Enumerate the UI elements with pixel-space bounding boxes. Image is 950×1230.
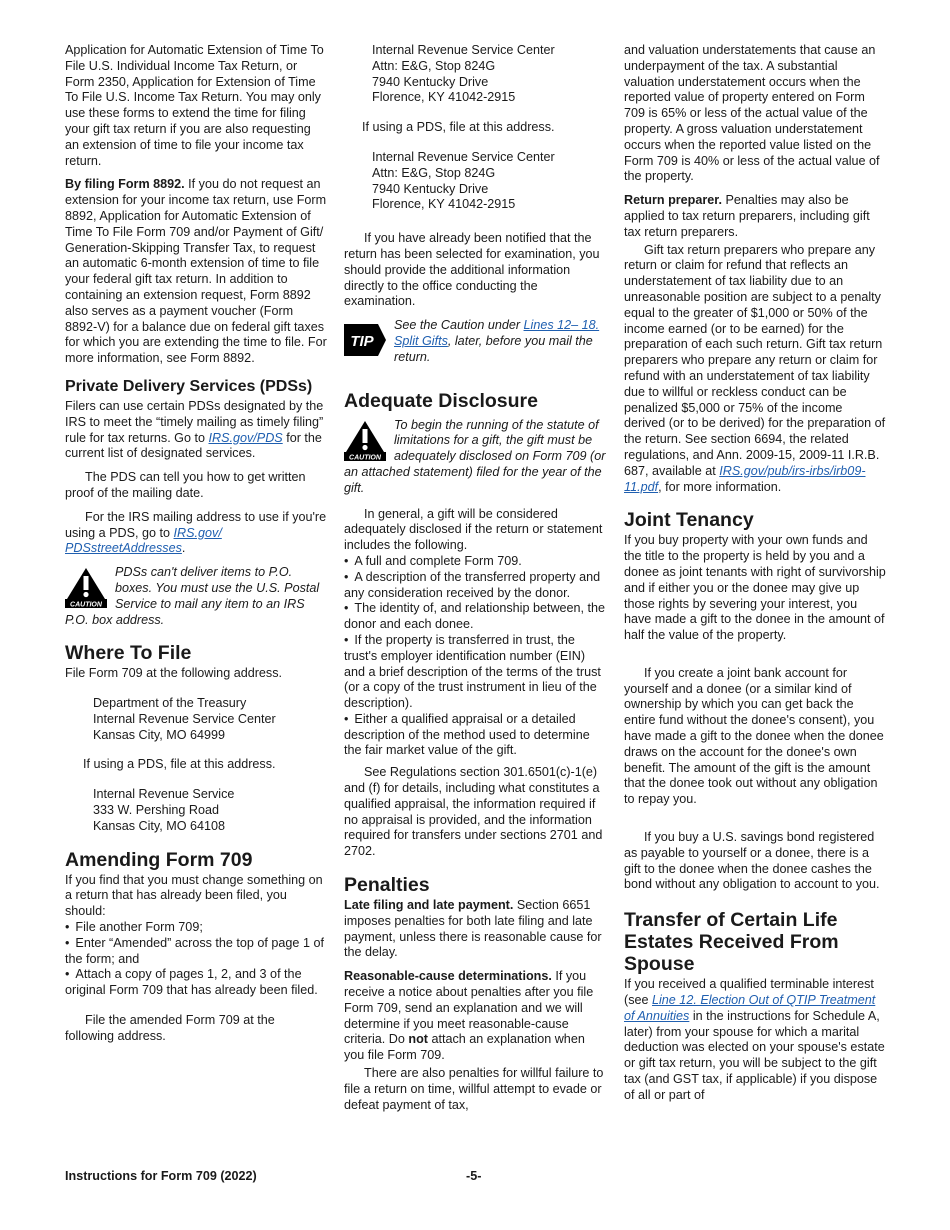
heading-amending-form-709: Amending Form 709 [65, 848, 253, 871]
address-line: 333 W. Pershing Road [93, 803, 220, 818]
pds-text-b: for the current list of designated services. [65, 430, 322, 461]
list-item: • File another Form 709; [65, 920, 203, 935]
disclosure-bullet-list [344, 554, 606, 759]
paragraph-joint-bank-account: If you create a joint bank account for yourself and a donee (or a similar kind of ownership by which you can get back the entire fund without the donee's consent), you have made a gift to the donee when the donee draws on the account for the donee's own benefit. The amount of the gift is the amount that the donee took out without any obligation to repay you. [624, 665, 884, 807]
bullet-text: A full and complete Form 709. [354, 553, 522, 568]
list-item: • A full and complete Form 709. [344, 553, 522, 568]
column-3 [624, 43, 886, 1112]
list-item: • A description of the transferred property and any consideration received by the donor. [344, 569, 601, 600]
paragraph-savings-bond: If you buy a U.S. savings bond registered as payable to yourself or a donee, there is a gift to the donee when the donee cashes the bond without any obligation to account to you. [624, 830, 880, 892]
caution-icon [344, 419, 386, 461]
form-8892-text: If you do not request an extension for your income tax return, use Form 8892, Application for Automatic Extension of Time To File Form 709 and/or Payment of Gift/ Generation-Skipping Transfer Tax, to request an automatic 6-month extension of time to file your federal gift tax return. In addition to containing an extension request, Form 8892 also serves as a payment voucher (Form 8892-V) for a balance due on federal gift taxes for which you are extending the time to file. For more information, see Form 8892. [65, 177, 327, 366]
address-line: Internal Revenue Service Center [93, 711, 276, 726]
if-using-pds-text: If using a PDS, file at this address. [83, 757, 276, 772]
lead-return-preparer: Return preparer. [624, 193, 722, 208]
address-line: Kansas City, MO 64999 [93, 727, 226, 742]
amend-bullet-list [65, 920, 327, 999]
link-lines-12-18-split-gifts[interactable]: Lines 12– 18. Split Gifts [394, 318, 600, 348]
heading-transfer-life-estates: Transfer of Certain Life Estates Received From Spouse [624, 909, 839, 976]
pds-text-a: Filers can use certain PDSs designated by the IRS to meet the “timely mailing as timely filing” rule for tax returns. Go to [65, 398, 324, 445]
address-line: Kansas City, MO 64108 [93, 818, 226, 833]
if-using-pds-text: If using a PDS, file at this address. [362, 120, 555, 135]
address-line: Florence, KY 41042-2915 [372, 90, 516, 105]
heading-private-delivery-services: Private Delivery Services (PDSs) [65, 377, 313, 395]
bullet-text: Either a qualified appraisal or a detailed description of the method used to determine the fair market value of the gift. [344, 711, 590, 758]
address-florence-center [372, 43, 606, 106]
list-item: • Either a qualified appraisal or a detailed description of the method used to determine the fair market value of the gift. [344, 711, 590, 758]
rc-text-a: If you receive a notice about penalties after you file Form 709, send an explanation and we will determine if you meet reasonable-cause criteria. Do [344, 969, 594, 1047]
paragraph-late-filing [344, 898, 606, 961]
caution-label: CAUTION [349, 454, 381, 461]
paragraph-where-to-file: File Form 709 at the following address. [65, 666, 282, 681]
tip-text-b: , later, before you mail the return. [394, 333, 593, 364]
lead-late-filing: Late filing and late payment. [344, 898, 514, 913]
rc-text-b: attach an explanation when you file Form 709. [344, 1032, 585, 1063]
pds-address-text-a: For the IRS mailing address to use if you're using a PDS, go to [65, 509, 327, 540]
heading-where-to-file: Where To File [65, 642, 192, 665]
bullet-text: Attach a copy of pages 1, 2, and 3 of the original Form 709 that has already been filed. [65, 967, 318, 998]
paragraph-extension-forms: Application for Automatic Extension of Time To File U.S. Individual Income Tax Return, or Form 2350, Application for Extension of Time To File U.S. Income Tax Return. You may only use these forms to extend the time for filing your gift tax return if you are also requesting an extension of time to file your income tax return. [65, 43, 324, 168]
caution-pds-text: PDSs can't deliver items to P.O. boxes. You must use the U.S. Postal Service to mail any item to an IRS P.O. box address. [65, 565, 320, 627]
paragraph-regulations: See Regulations section 301.6501(c)-1(e) and (f) for details, including what constitutes a qualified appraisal, the information required if no appraisal is provided, and the information required for transfers under sections 2701 and 2702. [344, 765, 603, 859]
paragraph-general-disclosure: In general, a gift will be considered adequately disclosed if the return or statement includes the following. [344, 506, 603, 553]
lead-reasonable-cause: Reasonable-cause determinations. [344, 969, 552, 984]
bullet-text: Enter “Amended” across the top of page 1 of the form; and [65, 935, 324, 966]
tip-text-a: See the Caution under [394, 318, 524, 333]
pds-address-text-b: . [181, 541, 186, 556]
address-line: Department of the Treasury [93, 696, 247, 711]
bullet-text: A description of the transferred property and any consideration received by the donor. [344, 569, 601, 600]
caution-label: CAUTION [70, 601, 102, 609]
tip-split-gifts [344, 318, 606, 365]
heading-adequate-disclosure: Adequate Disclosure [344, 389, 538, 412]
address-line: Internal Revenue Service [93, 787, 235, 802]
gift-preparers-text-a: Gift tax return preparers who prepare any return or claim for refund that reflects an understatement of tax liability due to an unreasonable position are subject to a penalty equal to the greater of $1,000 or 50% of the income earned (or to be earned) for the preparation of each such return. Gift tax return preparers who prepare any return or claim for refund with an understatement of tax liability due to willful or reckless conduct can be penalized $5,000 or 75% of the income derived (or to be derived) for the preparation of the return. See section 6694, the related regulations, and Ann. 2009-15, 2009-11 I.R.B. 687, available at [624, 242, 886, 478]
link-irs-pds[interactable]: IRS.gov/PDS [208, 430, 283, 445]
paragraph-valuation: and valuation understatements that cause an underpayment of the tax. A substantial valuation understatement occurs when the reported value of property entered on Form 709 is 65% or less of the actual value of the property. A gross valuation understatement occurs when the reported value listed on the Form 709 is 40% or less of the actual value of the property. [624, 43, 880, 184]
link-irb09-11[interactable]: IRS.gov/pub/irs-irbs/irb09-11.pdf [624, 463, 866, 494]
bullet-text: File another Form 709; [75, 920, 203, 935]
column-2 [344, 43, 606, 1121]
link-line-12-qtip[interactable]: Line 12. Election Out of QTIP Treatment of Annuities [624, 993, 876, 1023]
list-item: • Attach a copy of pages 1, 2, and 3 of the original Form 709 that has already been filed. [65, 967, 318, 998]
column-1 [65, 43, 327, 1053]
tip-icon [344, 320, 386, 360]
caution-pds-po-box [65, 565, 327, 628]
paragraph-reasonable-cause [344, 969, 606, 1064]
transfer-text-a: If you received a qualified terminable interest (see [624, 977, 874, 1008]
address-line: Attn: E&G, Stop 824G [372, 165, 496, 180]
paragraph-qualified-terminable-interest [624, 977, 886, 1103]
bullet-text: The identity of, and relationship between, the donor and each donee. [344, 601, 606, 632]
paragraph-pds-filers [65, 399, 327, 462]
paragraph-already-notified: If you have already been notified that the return has been selected for examination, you should provide the additional information directly to the office conducting the examination. [344, 231, 600, 309]
list-item: • The identity of, and relationship between, the donor and each donee. [344, 601, 606, 632]
caution-disclosure-text: To begin the running of the statute of limitations for a gift, the gift must be adequately disclosed on Form 709 (or an attached statement) filed for the year of the gift. [344, 417, 606, 495]
bullet-text: If the property is transferred in trust, the trust's employer identification number (EIN) and a brief description of the terms of the trust (or a copy of the trust instrument in lieu of the description). [344, 632, 601, 711]
paragraph-file-amended: File the amended Form 709 at the following address. [65, 1013, 275, 1043]
page-number: -5- [466, 1169, 482, 1183]
address-line: Attn: E&G, Stop 824G [372, 58, 496, 73]
link-pds-street-addresses[interactable]: IRS.gov/ PDSstreetAddresses [65, 525, 222, 556]
paragraph-joint-tenancy-1: If you buy property with your own funds and the title to the property is held by you and a donee as joint tenants with right of survivorship and if either you or the donee may give up those rights by severing your interest, you have made a gift to the donee in the amount of half the value of the property. [624, 533, 886, 643]
gift-preparers-text-b: , for more information. [658, 479, 782, 494]
paragraph-gift-tax-preparers [624, 243, 886, 496]
address-line: 7940 Kentucky Drive [372, 181, 489, 196]
list-item: • If the property is transferred in trust, the trust's employer identification number (EIN) and a brief description of the terms of the trust (or a copy of the trust instrument in lieu of the description). [344, 632, 601, 711]
lead-by-filing-8892: By filing Form 8892. [65, 177, 185, 192]
tip-label: TIP [350, 333, 374, 351]
paragraph-return-preparer [624, 193, 886, 240]
rc-not: not [408, 1032, 428, 1047]
return-preparer-text: Penalties may also be applied to tax return preparers, including gift tax return preparers. [624, 193, 870, 239]
paragraph-willful-failure: There are also penalties for willful failure to file a return on time, willful attempt to evade or defeat payment of tax, [344, 1066, 604, 1112]
address-florence-pds [372, 150, 606, 213]
address-line: Florence, KY 41042-2915 [372, 197, 516, 212]
caution-adequate-disclosure [344, 418, 606, 497]
address-line: Internal Revenue Service Center [372, 149, 555, 164]
list-item: • Enter “Amended” across the top of page 1 of the form; and [65, 935, 324, 966]
paragraph-form-8892 [65, 177, 327, 367]
paragraph-pds-proof: The PDS can tell you how to get written proof of the mailing date. [65, 470, 306, 500]
paragraph-amending: If you find that you must change something on a return that has already been filed, you should: [65, 872, 323, 919]
heading-penalties: Penalties [344, 874, 430, 897]
paragraph-pds-address [65, 510, 327, 557]
footer-form-title: Instructions for Form 709 (2022) [65, 1169, 257, 1183]
address-line: 7940 Kentucky Drive [372, 74, 489, 89]
late-filing-text: Section 6651 imposes penalties for both late filing and late payment, unless there is reasonable cause for the delay. [344, 898, 602, 960]
address-line: Internal Revenue Service Center [372, 43, 555, 57]
caution-icon [65, 566, 107, 608]
address-kansas-city-pds [93, 787, 327, 834]
heading-joint-tenancy: Joint Tenancy [624, 509, 754, 532]
address-kansas-city-center [93, 696, 327, 743]
transfer-text-b: in the instructions for Schedule A, later) from your spouse for which a marital deduction was elected on your spouse's estate or gift tax return, you will be subject to the gift tax (and GST tax, if applicable) if you dispose of all or part of [624, 1008, 885, 1102]
